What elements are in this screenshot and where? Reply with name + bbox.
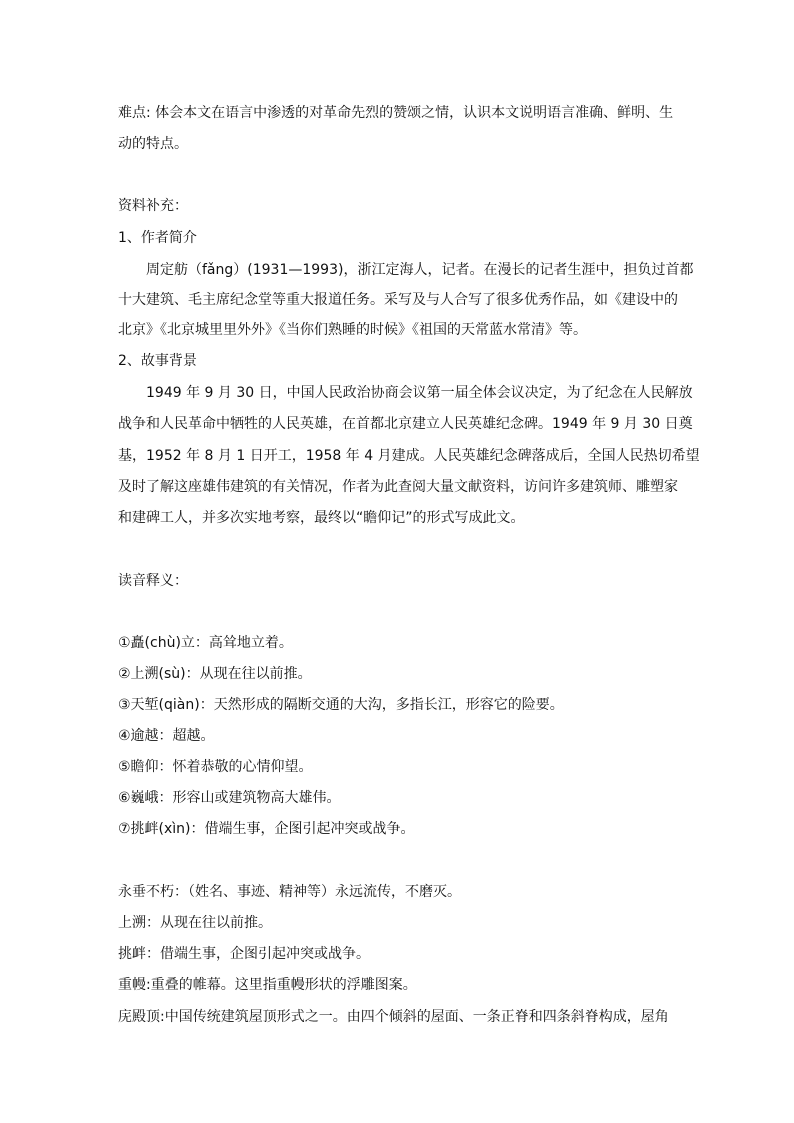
pronunciation-heading: 读音释义： xyxy=(118,573,188,589)
glossary-item: 上溯：从现在往以前推。 xyxy=(118,915,272,931)
background-heading: 2、故事背景 xyxy=(118,353,197,369)
pronunciation-item: ①矗(chù)立：高耸地立着。 xyxy=(118,635,293,651)
background-line-1: 1949 年 9 月 30 日，中国人民政治协商会议第一届全体会议决定，为了纪念在人民解放 xyxy=(146,385,693,401)
background-line-5: 和建碑工人，并多次实地考察，最终以“瞻仰记”的形式写成此文。 xyxy=(118,510,525,526)
author-line-2: 十大建筑、毛主席纪念堂等重大报道任务。采写及与人合写了很多优秀作品，如《建设中的 xyxy=(118,292,678,308)
glossary-item: 挑衅：借端生事，企图引起冲突或战争。 xyxy=(118,946,370,962)
glossary-item: 庑殿顶:中国传统建筑屋顶形式之一。由四个倾斜的屋面、一条正脊和四条斜脊构成，屋角 xyxy=(118,1009,669,1025)
background-line-2: 战争和人民革命中牺牲的人民英雄，在首都北京建立人民英雄纪念碑。1949 年 9 月 30 日奠 xyxy=(118,416,693,432)
author-heading: 1、作者简介 xyxy=(118,230,197,246)
supplement-heading: 资料补充： xyxy=(118,198,188,214)
pronunciation-item: ⑦挑衅(xìn)：借端生事，企图引起冲突或战争。 xyxy=(118,821,415,837)
author-line-3: 北京》《北京城里里外外》《当你们熟睡的时候》《祖国的天常蓝水常清》等。 xyxy=(118,322,587,338)
glossary-item: 重幔:重叠的帷幕。这里指重幔形状的浮雕图案。 xyxy=(118,977,417,993)
author-line-1: 周定舫（fǎng）(1931—1993)，浙江定海人，记者。在漫长的记者生涯中，担负过首都 xyxy=(146,262,694,278)
difficulty-line-1: 难点: 体会本文在语言中渗透的对革命先烈的赞颂之情，认识本文说明语言准确、鲜明、生 xyxy=(118,105,674,121)
glossary-item: 永垂不朽：（姓名、事迹、精神等）永远流传，不磨灭。 xyxy=(118,884,461,900)
pronunciation-item: ⑤瞻仰：怀着恭敬的心情仰望。 xyxy=(118,759,313,775)
pronunciation-item: ③天堑(qiàn)：天然形成的隔断交通的大沟，多指长江，形容它的险要。 xyxy=(118,697,564,713)
pronunciation-item: ②上溯(sù)：从现在往以前推。 xyxy=(118,666,312,682)
pronunciation-item: ④逾越：超越。 xyxy=(118,728,215,744)
background-line-3: 基，1952 年 8 月 1 日开工，1958 年 4 月建成。人民英雄纪念碑落成后，全国人民热切希望 xyxy=(118,448,700,464)
difficulty-line-2: 动的特点。 xyxy=(118,136,188,152)
background-line-4: 及时了解这座雄伟建筑的有关情况，作者为此查阅大量文献资料，访问许多建筑师、雕塑家 xyxy=(118,479,678,495)
pronunciation-item: ⑥巍峨：形容山或建筑物高大雄伟。 xyxy=(118,790,341,806)
